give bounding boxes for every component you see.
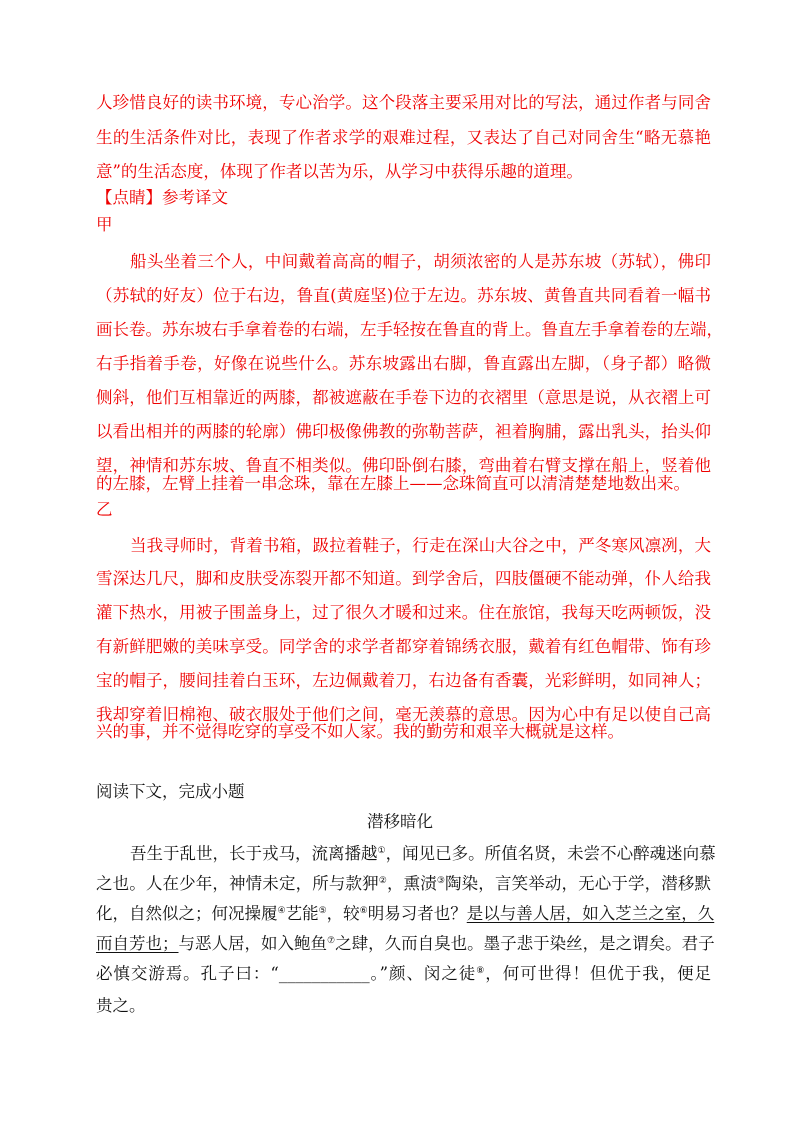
part-a-line: 船头坐着三个人，中间戴着高高的帽子，胡须浓密的人是苏东坡（苏轼），佛印 bbox=[130, 252, 711, 271]
part-a-line: 望，神情和苏东坡、鲁直不相类似。佛印卧倒右膝，弯曲着右臂支撑在船上，竖着他 bbox=[96, 456, 711, 475]
footnote-marker: ⑤ bbox=[318, 906, 327, 916]
part-b-line: 兴的事，并不觉得吃穿的享受不如人家。我的勤劳和艰辛大概就是这样。 bbox=[96, 722, 624, 741]
part-b-line: 当我寻师时，背着书箱，趿拉着鞋子，行走在深山大谷之中，严冬寒风凛冽，大 bbox=[130, 536, 711, 555]
passage-line: 之也。人在少年，神情未定，所与款狎②，熏渍③陶染，言笑举动，无心于学，潜移默 bbox=[96, 874, 712, 893]
part-a-line: 侧斜，他们互相靠近的两膝，都被遮蔽在手卷下边的衣褶里（意思是说，从衣褶上可 bbox=[96, 388, 711, 407]
part-a-label: 甲 bbox=[96, 215, 113, 234]
part-b-line: 我却穿着旧棉袍、破衣服处于他们之间，毫无羡慕的意思。因为心中有足以使自己高 bbox=[96, 705, 711, 724]
part-a-line: （苏轼的好友）位于右边，鲁直(黄庭坚)位于左边。苏东坡、黄鲁直共同看着一幅书 bbox=[96, 286, 711, 305]
footnote-marker: ⑦ bbox=[327, 936, 336, 946]
footnote-marker: ① bbox=[377, 846, 386, 856]
footnote-marker: ⑧ bbox=[476, 966, 486, 976]
passage-line: 吾生于乱世，长于戎马，流离播越①，闻见已多。所值名贤，未尝不心醉魂迷向慕 bbox=[130, 844, 716, 863]
underlined-sentence: 而自芳也； bbox=[96, 934, 179, 953]
analysis-line-3: 意”的生活态度，体现了作者以苦为乐，从学习中获得乐趣的道理。 bbox=[96, 162, 583, 181]
underlined-sentence: 是以与善人居，如入芝兰之室，久 bbox=[466, 904, 715, 923]
footnote-marker: ⑥ bbox=[359, 906, 368, 916]
footnote-marker: ③ bbox=[436, 876, 446, 886]
dianjing-header: 【点睛】参考译文 bbox=[96, 188, 228, 207]
part-a-line: 右手指着手卷，好像在说些什么。苏东坡露出右脚，鲁直露出左脚，（身子都）略微 bbox=[96, 354, 711, 373]
part-a-line: 的左膝，左臂上挂着一串念珠，靠在左膝上——念珠简直可以清清楚楚地数出来。 bbox=[96, 474, 690, 493]
passage-line: 贵之。 bbox=[96, 996, 146, 1015]
part-b-line: 有新鲜肥嫩的美味享受。同学舍的求学者都穿着锦绣衣服，戴着有红色帽带、饰有珍 bbox=[96, 637, 711, 656]
passage-title: 潜移暗化 bbox=[367, 812, 433, 831]
passage-line: 必慎交游焉。孔子曰：“___________。”颜、闵之徒⑧，何可世得！但优于我，便足 bbox=[96, 964, 712, 983]
footnote-marker: ② bbox=[378, 876, 387, 886]
passage-line: 而自芳也；与恶人居，如入鲍鱼⑦之肆，久而自臭也。墨子悲于染丝，是之谓矣。君子 bbox=[96, 934, 715, 953]
part-a-line: 以看出相并的两膝的轮廓）佛印极像佛教的弥勒菩萨，袒着胸脯，露出乳头，抬头仰 bbox=[96, 422, 711, 441]
analysis-line-2: 生的生活条件对比，表现了作者求学的艰难过程，又表达了自己对同舍生“略无慕艳 bbox=[96, 128, 711, 147]
part-b-label: 乙 bbox=[96, 500, 113, 519]
analysis-line-1: 人珍惜良好的读书环境，专心治学。这个段落主要采用对比的写法，通过作者与同舍 bbox=[96, 93, 711, 112]
part-b-line: 宝的帽子，腰间挂着白玉环，左边佩戴着刀，右边备有香囊，光彩鲜明，如同神人； bbox=[96, 671, 711, 690]
fill-in-blank[interactable]: ___________ bbox=[278, 964, 370, 983]
part-b-line: 灌下热水，用被子围盖身上，过了很久才暖和过来。住在旅馆，我每天吃两顿饭，没 bbox=[96, 603, 711, 622]
passage-line: 化，自然似之；何况操履④艺能⑤，较⑥明易习者也？是以与善人居，如入芝兰之室，久 bbox=[96, 904, 715, 923]
part-b-line: 雪深达几尺，脚和皮肤受冻裂开都不知道。到学舍后，四肢僵硬不能动弹，仆人给我 bbox=[96, 569, 711, 588]
reading-instruction: 阅读下文，完成小题 bbox=[96, 782, 245, 801]
part-a-line: 画长卷。苏东坡右手拿着卷的右端，左手轻按在鲁直的背上。鲁直左手拿着卷的左端， bbox=[96, 320, 723, 339]
footnote-marker: ④ bbox=[277, 906, 286, 916]
